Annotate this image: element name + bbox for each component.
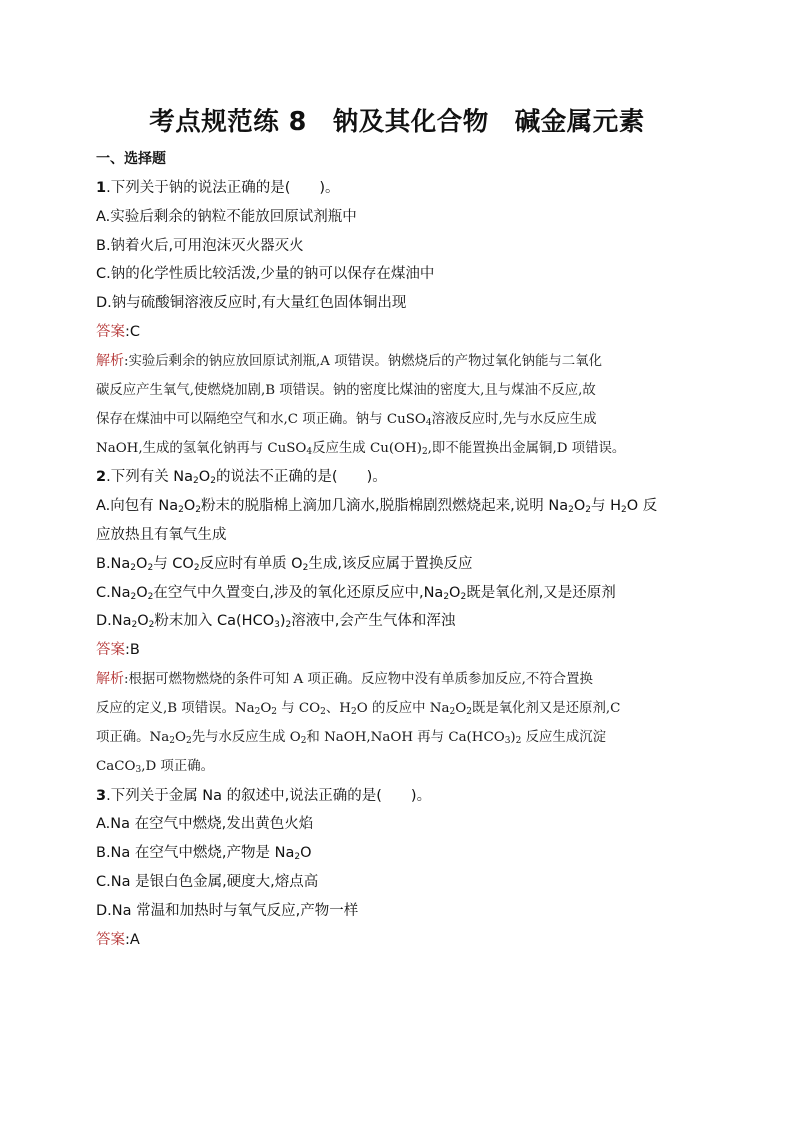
question-1-option-c: C.钠的化学性质比较活泼,少量的钠可以保存在煤油中 — [96, 266, 435, 283]
page-title: 考点规范练 8 钠及其化合物 碱金属元素 — [149, 107, 645, 137]
question-1-option-d: D.钠与硫酸铜溶液反应时,有大量红色固体铜出现 — [96, 295, 407, 312]
question-2-option-d: $D.Na_2O_2$粉末加入 $Ca(HCO_3)_2$溶液中,会产生气体和浑浊 — [96, 613, 456, 631]
question-2-option-c: $C.Na_2O_2$在空气中久置变白,涉及的氧化还原反应中$,Na_2O_2$既是氧化剂,又是还原剂 — [96, 584, 616, 602]
question-1-stem: 1.下列关于钠的说法正确的是( )。 — [96, 180, 340, 196]
question-3-option-c: C.Na 是银白色金属,硬度大,熔点高 — [96, 874, 319, 890]
question-2 — [96, 463, 698, 781]
question-1-explanation: 解析:实验后剩余的钠应放回原试剂瓶,A 项错误。钠燃烧后的产物过氧化钠能与二氧化 碳反应产生氧气,使燃烧加剧,B 项错误。钠的密度比煤油的密度大,且与煤油不反应,故 保存在煤油中可以隔绝空气和水,C 项正确。钠与 CuSO$_4$溶液反应时,先与水反应生成 NaOH,生成的氢氧化钠再与 CuSO$_4$反应生成 $Cu(OH)_2$,即不能置换出金属铜,D 项错误。 — [96, 352, 626, 457]
question-1-option-a: A.实验后剩余的钠粒不能放回原试剂瓶中 — [96, 208, 357, 225]
question-3-option-b: B.Na 在空气中燃烧,产物是 $Na_2O$ — [96, 845, 312, 863]
question-number: 2 — [96, 469, 107, 486]
question-3-answer: 答案:A — [96, 931, 140, 948]
answer-label: 答案 — [96, 323, 125, 340]
question-2-option-a-cont: 应放热且有氧气生成 — [96, 527, 227, 543]
question-number: 1 — [96, 180, 107, 196]
question-3 — [96, 782, 698, 955]
question-number: 3 — [96, 787, 107, 804]
question-1-answer: 答案:C — [96, 323, 141, 340]
question-2-option-b: $B.Na_2O_2$与 $CO_2$反应时有单质 $O_2$生成,该反应属于置换反应 — [96, 555, 473, 573]
question-2-stem: 2.下列有关 $Na_2O_2$的说法不正确的是( )。 — [96, 469, 387, 487]
question-3-stem: 3.下列关于金属 Na 的叙述中,说法正确的是( )。 — [96, 787, 432, 804]
explanation-label: 解析 — [96, 352, 124, 369]
answer-label: 答案 — [96, 642, 125, 659]
question-1-option-b: B.钠着火后,可用泡沫灭火器灭火 — [96, 237, 304, 254]
answer-label: 答案 — [96, 931, 125, 948]
question-2-explanation: 解析:根据可燃物燃烧的条件可知 A 项正确。反应物中没有单质参加反应,不符合置换 反应的定义,B 项错误。$Na_2O_2$ 与 $CO_2$、$H_2O$ 的反应中 $Na_2O_2$既是氧化剂又是还原剂,C 项正确。$Na_2O_2$先与水反应生成 $O_2$和 NaOH,NaOH 再与 $Ca(HCO_3)_2$ 反应生成沉淀 CaCO$_3$,D 项正确。 — [96, 670, 621, 775]
explanation-label: 解析 — [96, 670, 124, 687]
question-2-option-a: A.向包有 $Na_2O_2$粉末的脱脂棉上滴加几滴水,脱脂棉剧烈燃烧起来,说明 $Na_2O_2$与 $H_2O$ 反 — [96, 498, 658, 516]
section-heading: 一、选择题 — [96, 151, 166, 167]
question-2-answer: 答案:B — [96, 642, 140, 659]
question-1 — [96, 174, 698, 463]
question-3-option-a: A.Na 在空气中燃烧,发出黄色火焰 — [96, 816, 314, 833]
question-3-option-d: D.Na 常温和加热时与氧气反应,产物一样 — [96, 902, 359, 919]
